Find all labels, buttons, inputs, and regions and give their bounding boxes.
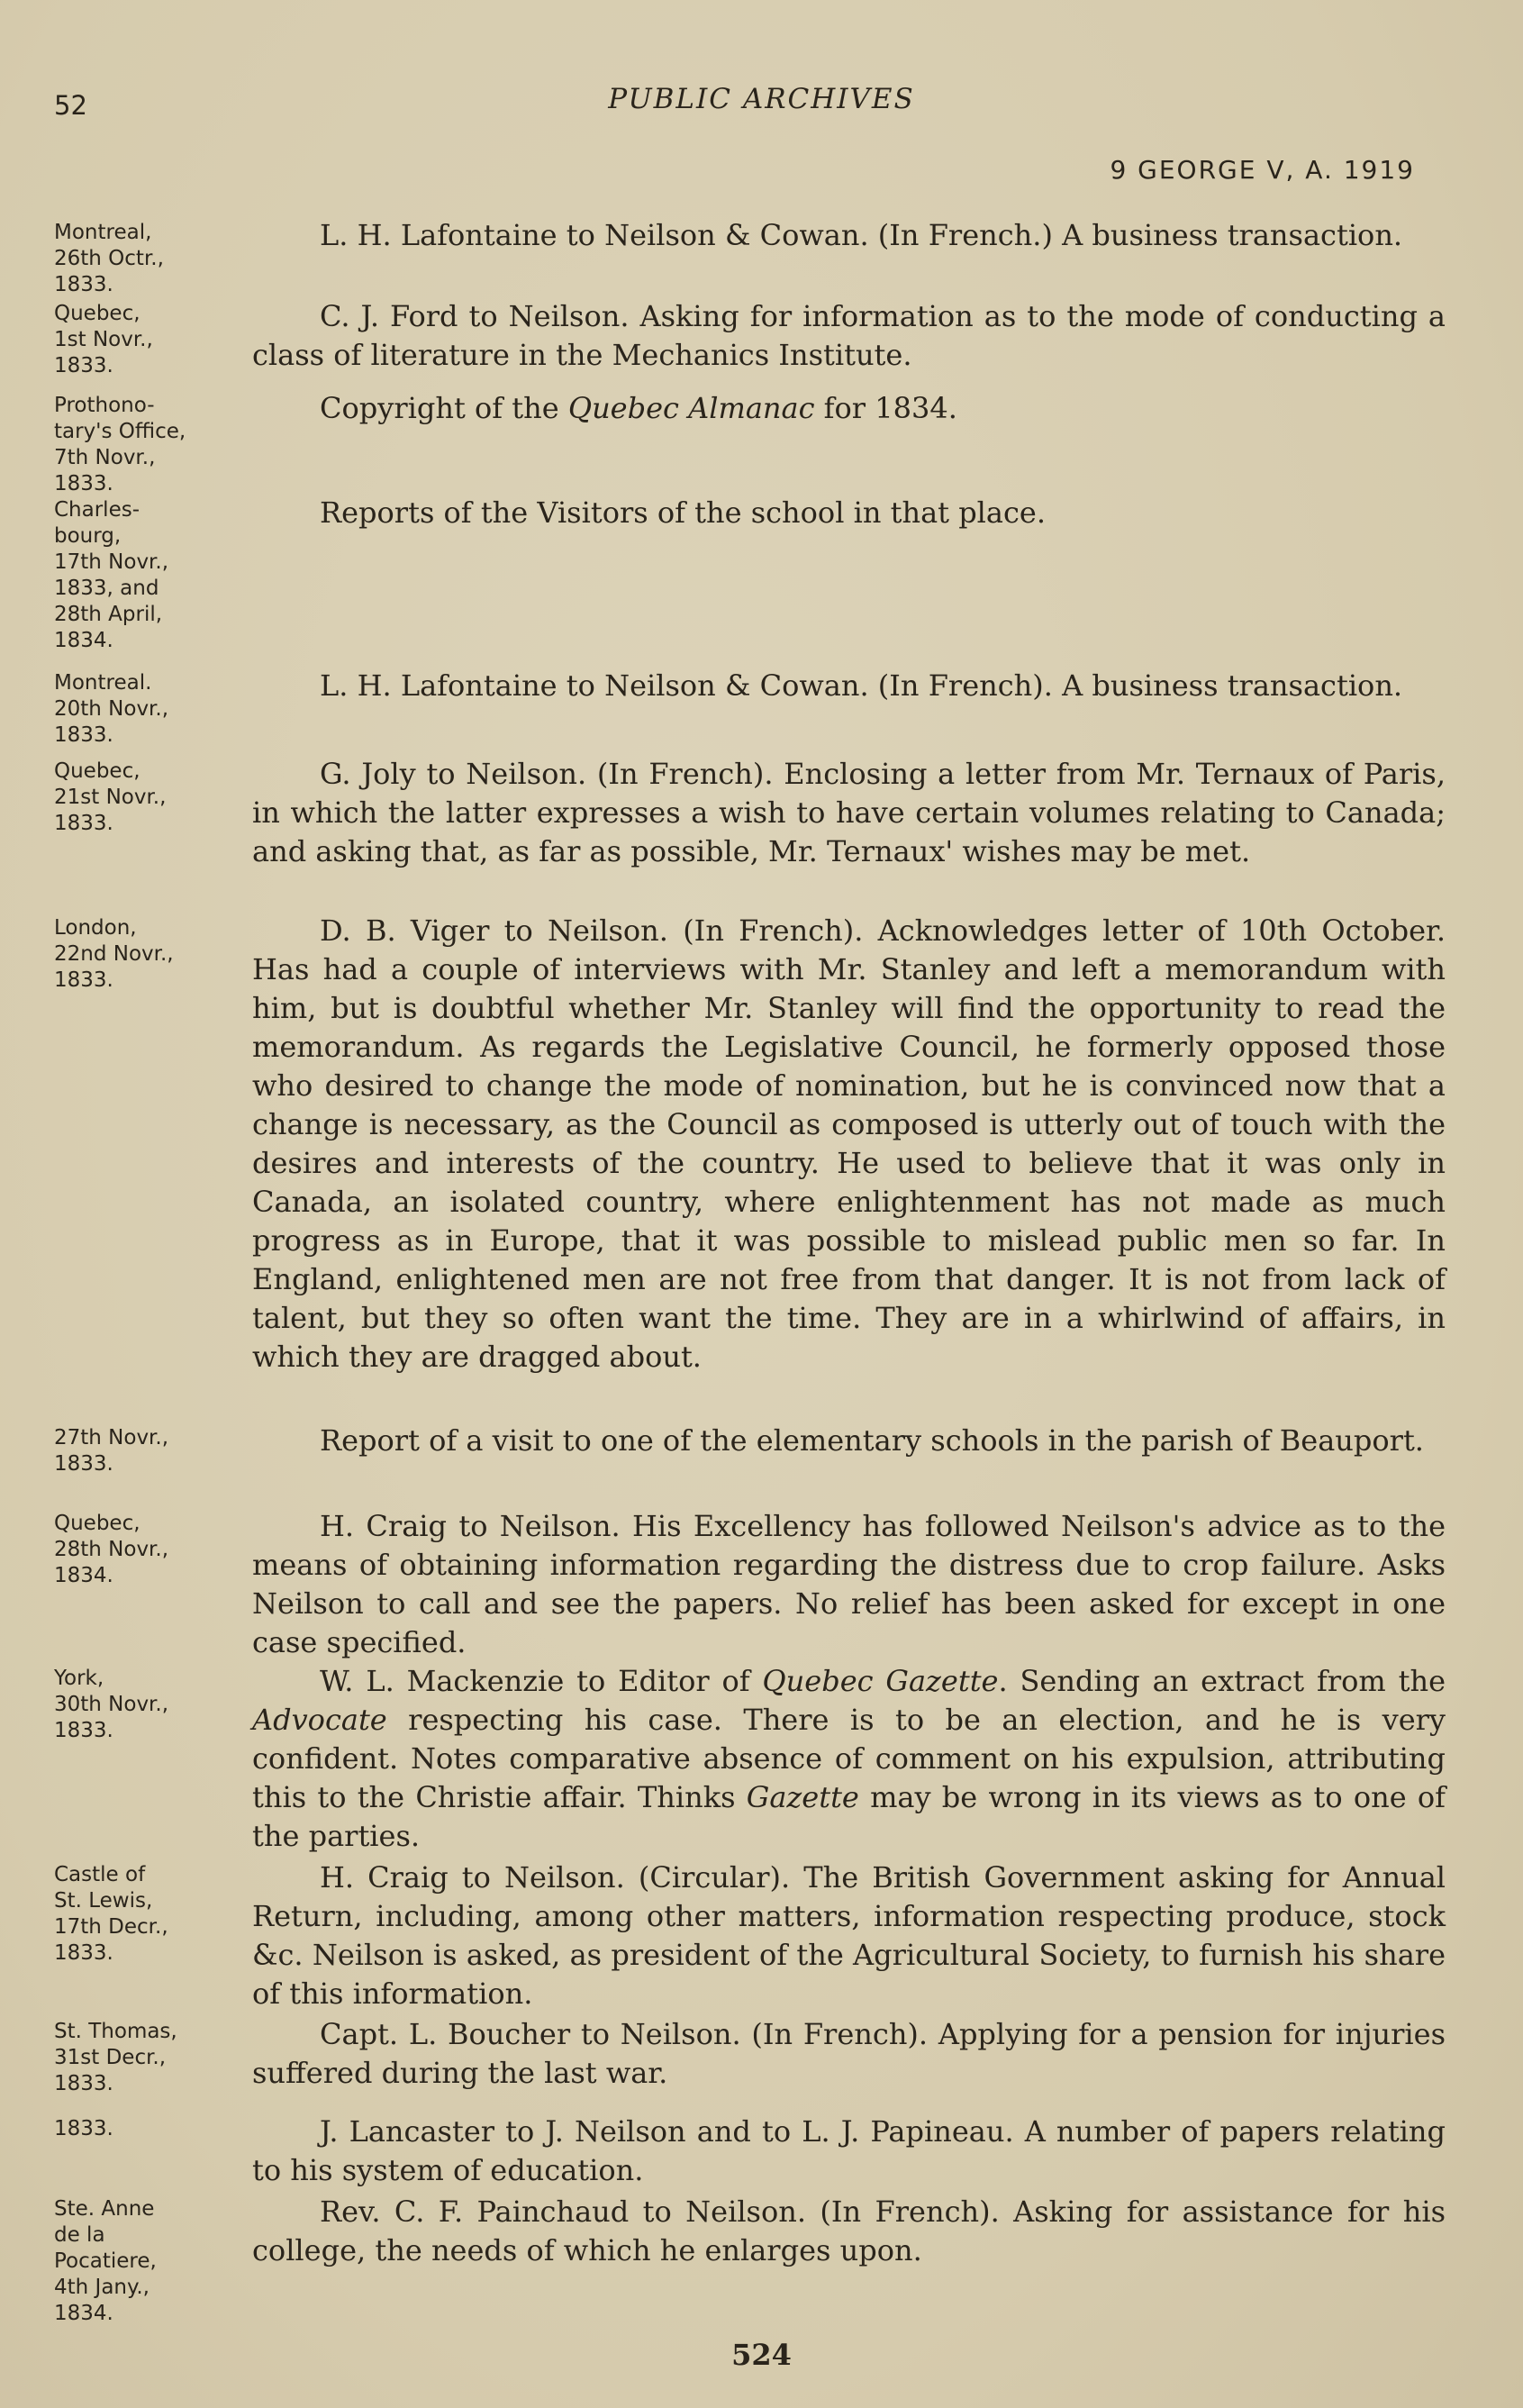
- entry-place-date: 1833.: [54, 2117, 113, 2140]
- entry-place-date: Quebec, 1st Novr., 1833.: [54, 302, 153, 377]
- publication-title: Gazette: [746, 1780, 859, 1814]
- summary-text: for 1834.: [814, 391, 957, 425]
- entry-summary: J. Lancaster to J. Neilson and to L. J. Papineau. A number of papers relating to his system of education.: [252, 2114, 1446, 2187]
- entry-summary: Rev. C. F. Painchaud to Neilson. (In French). Asking for assistance for his college, the needs of which he enlarges upon.: [252, 2194, 1446, 2267]
- entry-summary: L. H. Lafontaine to Neilson & Cowan. (In French.) A business transaction.: [320, 218, 1403, 252]
- entry-place-date: 27th Novr., 1833.: [54, 1426, 169, 1476]
- entry-summary: Capt. L. Boucher to Neilson. (In French). Applying for a pension for injuries suffered during the last war.: [252, 2017, 1446, 2090]
- entry-summary: Report of a visit to one of the elementary schools in the parish of Beauport.: [320, 1423, 1424, 1458]
- publication-title: Quebec Almanac: [567, 391, 815, 425]
- folio-number: 524: [731, 2338, 792, 2372]
- entry-place-date: Quebec, 28th Novr., 1834.: [54, 1512, 169, 1587]
- entry-place-date: Montreal. 20th Novr., 1833.: [54, 671, 169, 747]
- entry-summary: L. H. Lafontaine to Neilson & Cowan. (In French). A business transaction.: [320, 668, 1403, 703]
- entry-place-date: Charles- bourg, 17th Novr., 1833, and 28th April, 1834.: [54, 498, 169, 652]
- entry-place-date: Ste. Anne de la Pocatiere, 4th Jany., 1834.: [54, 2197, 157, 2325]
- entry-place-date: Castle of St. Lewis, 17th Decr., 1833.: [54, 1863, 168, 1965]
- entry-place-date: Montreal, 26th Octr., 1833.: [54, 221, 164, 296]
- session-reference: 9 GEORGE V, A. 1919: [1110, 155, 1415, 185]
- entry-summary: [252, 1662, 1446, 1856]
- entry-summary: H. Craig to Neilson. His Excellency has followed Neilson's advice as to the means of obtaining information regarding the distress due to crop failure. Asks Neilson to call and see the papers. No relief has been asked for except in one case specified.: [252, 1509, 1446, 1659]
- entry-summary: Reports of the Visitors of the school in that place.: [320, 495, 1047, 530]
- entry-summary: H. Craig to Neilson. (Circular). The British Government asking for Annual Return, including, among other matters, information respecting produce, stock &c. Neilson is asked, as president of the Agricultural Society, to furnish his share of this information.: [252, 1860, 1446, 2011]
- entry-place-date: Prothono- tary's Office, 7th Novr., 1833.: [54, 394, 186, 495]
- entry-place-date: York, 30th Novr., 1833.: [54, 1667, 169, 1742]
- summary-text: Copyright of the: [320, 391, 568, 425]
- entry-place-date: St. Thomas, 31st Decr., 1833.: [54, 2020, 177, 2095]
- summary-text: may be wrong in its views as to one of the parties.: [252, 1780, 1446, 1853]
- entry-summary: D. B. Viger to Neilson. (In French). Acknowledges letter of 10th October. Has had a couple of interviews with Mr. Stanley and left a memorandum with him, but is doubtful whether Mr. Stanley will find the opportunity to read the memorandum. As regards the Legislative Council, he formerly opposed those who desired to change the mode of nomination, but he is convinced now that a change is necessary, as the Council as composed is utterly out of touch with the desires and interests of the country. He used to believe that it was only in Canada, an isolated country, where enlightenment has not made as much progress as in Europe, that it was possible to mislead public men so far. In England, enlightened men are not free from that danger. It is not from lack of talent, but they so often want the time. They are in a whirlwind of affairs, in which they are dragged about.: [252, 913, 1446, 1374]
- entry-place-date: London, 22nd Novr., 1833.: [54, 916, 174, 992]
- summary-text: respecting his case. There is to be an election, and he is very confident. Notes comparative absence of comment on his expulsion, attributing this to the Christie affair. Thinks: [252, 1703, 1446, 1814]
- entry-summary: C. J. Ford to Neilson. Asking for information as to the mode of conducting a class of literature in the Mechanics Institute.: [252, 299, 1446, 372]
- entry-summary: [252, 389, 1446, 428]
- entry-place-date: Quebec, 21st Novr., 1833.: [54, 759, 167, 835]
- summary-text: . Sending an extract from the: [998, 1664, 1446, 1698]
- publication-title: Quebec Gazette: [762, 1664, 999, 1698]
- publication-title: Advocate: [252, 1703, 387, 1737]
- summary-text: W. L. Mackenzie to Editor of: [320, 1664, 763, 1698]
- entry-summary: G. Joly to Neilson. (In French). Enclosing a letter from Mr. Ternaux of Paris, in which the latter expresses a wish to have certain volumes relating to Canada; and asking that, as far as possible, Mr. Ternaux' wishes may be met.: [252, 757, 1446, 868]
- page-number: 52: [54, 90, 87, 121]
- running-title: PUBLIC ARCHIVES: [608, 83, 915, 115]
